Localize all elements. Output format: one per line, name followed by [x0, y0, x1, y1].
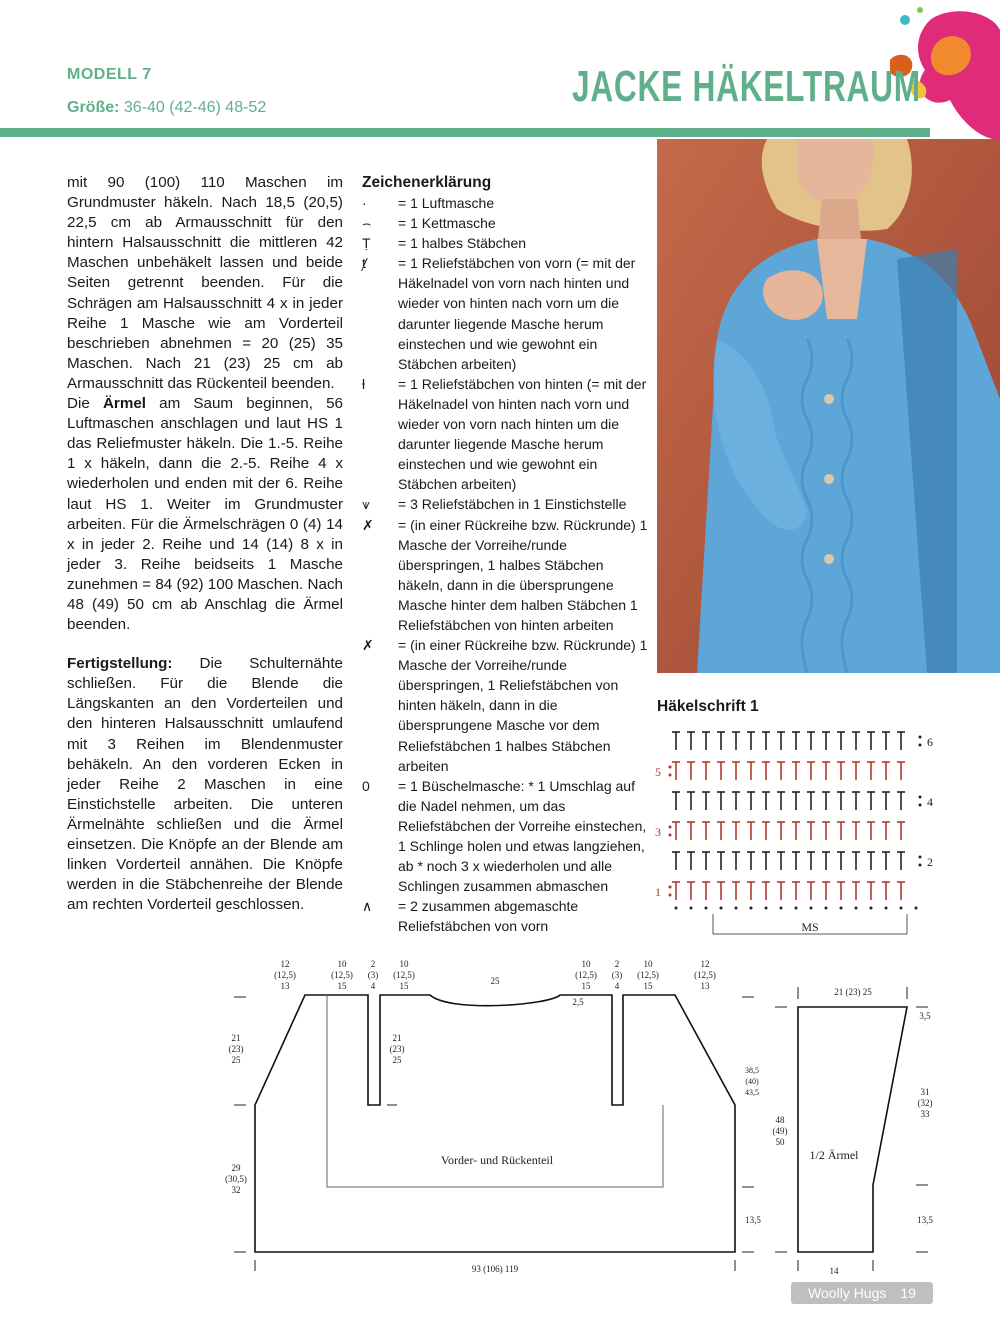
chart-dot [669, 834, 672, 837]
dim-label: 10 [337, 959, 347, 969]
dim-label: 15 [337, 981, 347, 991]
dim-label: (12,5) [331, 970, 353, 980]
dim-label: 21 (23) 25 [834, 987, 872, 997]
legend-item [362, 635, 652, 776]
chart-chain-dot [840, 907, 843, 910]
legend-text: = 1 Luftmasche [398, 195, 495, 211]
size-line [67, 99, 266, 117]
stitch-symbol-icon: · [362, 195, 367, 211]
model-number: MODELL 7 [67, 66, 152, 83]
chart-dot [919, 736, 922, 739]
dim-label: 15 [581, 981, 591, 991]
chart-dot [919, 864, 922, 867]
instructions-column [67, 173, 343, 915]
dim-label: (3) [367, 970, 379, 980]
chart-chain-dot [825, 907, 828, 910]
dim-label: (12,5) [274, 970, 296, 980]
chart-dot [669, 774, 672, 777]
dim-label: (12,5) [694, 970, 716, 980]
dim-label: 25 [231, 1055, 241, 1065]
chart-chain-dot [750, 907, 753, 910]
dim-label: (12,5) [393, 970, 415, 980]
legend-text: = 3 Reliefstäbchen in 1 Einstichstelle [398, 496, 627, 513]
dim-label: (23) [389, 1044, 405, 1054]
legend-item [362, 253, 652, 374]
legend-text: = (in einer Rückreihe bzw. Rückrunde) 1 Masche der Vorreihe/runde überspringen, 1 halbes Stäbchen häkeln, dann in die übersprungene Masche hinter dem halben Stäbchen 1 Reliefstäbchen von hinten arbeiten [398, 516, 648, 633]
size-value: 36-40 (42-46) 48-52 [123, 99, 267, 116]
brand-name: Woolly Hugs [808, 1285, 887, 1301]
dim-label: 2 [370, 959, 376, 969]
paragraph-sleeves [67, 394, 343, 635]
stitch-symbol-icon: Ṭ [362, 235, 371, 252]
dim-label: (3) [611, 970, 623, 980]
dim-label: 32 [231, 1185, 241, 1195]
dim-label: 13 [280, 981, 290, 991]
dim-label: 15 [643, 981, 653, 991]
chart-chain-dot [855, 907, 858, 910]
dim-label: (23) [228, 1044, 244, 1054]
symbol-legend [362, 173, 652, 936]
dim-label: 13,5 [745, 1215, 761, 1225]
sleeves-pre: Die [67, 395, 90, 413]
page-title: JACKE HÄKELTRAUM [572, 62, 921, 111]
dim-label: 93 (106) 119 [471, 1264, 519, 1274]
dim-label: 50 [775, 1137, 785, 1147]
chart-dot [919, 796, 922, 799]
dim-label: 29 [231, 1163, 241, 1173]
chart-chain-dot [720, 907, 723, 910]
dim-label: 15 [399, 981, 409, 991]
dim-label: 48 [775, 1115, 785, 1125]
stitch-symbol-icon: ⩛ [362, 496, 370, 513]
dim-label: (12,5) [637, 970, 659, 980]
chart-chain-dot [675, 907, 678, 910]
legend-item [362, 213, 652, 233]
chart-chain-dot [885, 907, 888, 910]
legend-item [362, 374, 652, 495]
stitch-symbol-icon: ⌢ [362, 215, 372, 232]
legend-text: = 1 Kettmasche [398, 215, 496, 232]
chart-chain-dot [705, 907, 708, 910]
legend-text: = 1 Reliefstäbchen von vorn (= mit der Häkelnadel von vorn nach hinten und wieder von hinten nach vorn um die darunter liegende Masche herum einstechen und wie gewohnt ein Stäbchen arbeiten) [398, 255, 636, 372]
legend-item [362, 776, 652, 897]
stitch-symbol-icon: ⱦ [362, 255, 366, 272]
header-rule [0, 128, 930, 137]
row-number: 6 [927, 735, 933, 749]
paragraph-back: mit 90 (100) 110 Maschen im Grundmuster häkeln. Nach 18,5 (20,5) 22,5 cm ab Armausschnitt für den hintern Halsausschnitt die mittleren 42 Maschen unbehäkelt lassen und beide Seiten getrennt beenden. Für die Schrägen am Halsausschnitt 4 x in jeder Reihe 1 Masche wie am Vorderteil beschrieben abnehmen = 20 (25) 35 Maschen. Nach 21 (23) 25 cm ab Armausschnitt das Rückenteil beenden. [67, 174, 343, 392]
sleeves-heading: Ärmel [102, 395, 147, 413]
dim-label: (32) [917, 1098, 933, 1108]
dim-label: 2 [614, 959, 620, 969]
dim-label: 3,5 [919, 1011, 931, 1021]
legend-item [362, 896, 652, 936]
chart-chain-dot [915, 907, 918, 910]
chart-chain-dot [900, 907, 903, 910]
dim-label: 21 [392, 1033, 402, 1043]
finishing-heading: Fertigstellung: [67, 655, 173, 673]
dim-label: 21 [231, 1033, 241, 1043]
chart-dot [669, 766, 672, 769]
stitch-symbol-icon: 0 [362, 777, 370, 794]
dim-label: 12 [280, 959, 290, 969]
dim-label: (12,5) [575, 970, 597, 980]
legend-text: = 1 Büschelmasche: * 1 Umschlag auf die Nadel nehmen, um das Reliefstäbchen der Vorreihe einstechen, 1 Schlinge holen und etwas langziehen, ab * noch 3 x wiederholen und alle Schlingen zusammen abmaschen [398, 777, 647, 895]
row-number: 5 [655, 765, 661, 779]
dim-label: 43,5 [745, 1088, 759, 1097]
dim-label: 2,5 [572, 997, 584, 1007]
dim-label: (49) [772, 1126, 788, 1136]
row-number: 1 [655, 885, 661, 899]
chart-dot [919, 804, 922, 807]
chart-chain-dot [870, 907, 873, 910]
legend-text: = 1 halbes Stäbchen [398, 235, 527, 252]
dim-label: 14 [829, 1266, 839, 1276]
finishing-text: Die Schulternähte schließen. Für die Blende die Längskanten an den Vorderteilen und den hinteren Halsausschnitt umlaufend mit 3 Reihen im Blendenmuster behäkeln. An den vorderen Ecken in jeder Reihe 2 Maschen in eine Einstichstelle arbeiten. Die unteren Ärmelnähte schließen und die Ärmel einsetzen. Die Knöpfe an der Blende am linken Vorderteil annähen. Die Knöpfe werden in die Stäbchenreihe der Blende am rechten Vorderteil geschlossen. [67, 655, 343, 914]
chart-chain-dot [810, 907, 813, 910]
stitch-symbol-icon: ✗ [362, 516, 374, 533]
model-photo [657, 139, 1000, 673]
dim-label: 25 [392, 1055, 402, 1065]
chart-dot [669, 826, 672, 829]
garment-schematic [220, 955, 940, 1285]
page-number: 19 [900, 1285, 916, 1301]
stitch-symbol-icon: ƚ [362, 375, 366, 392]
legend-item [362, 515, 652, 636]
row-number: 4 [927, 795, 933, 809]
dim-label: 33 [920, 1109, 930, 1119]
chart-chain-dot [765, 907, 768, 910]
chart-dot [669, 886, 672, 889]
chart-dot [669, 894, 672, 897]
dim-label: 10 [643, 959, 653, 969]
chart-chain-dot [735, 907, 738, 910]
legend-item [362, 494, 652, 514]
legend-item [362, 233, 652, 253]
legend-text: = 2 zusammen abgemaschte Reliefstäbchen von vorn [398, 898, 579, 935]
dim-label: 10 [581, 959, 591, 969]
row-number: 3 [655, 825, 661, 839]
dim-label: 25 [490, 976, 500, 986]
chart-chain-dot [690, 907, 693, 910]
dim-label: 38,5 [745, 1066, 759, 1075]
page-footer [791, 1282, 933, 1304]
sleeve-piece-label: 1/2 Ärmel [809, 1148, 859, 1162]
size-label: Größe: [67, 99, 120, 116]
chart-dot [919, 856, 922, 859]
paragraph-finishing [67, 654, 343, 915]
dim-label: 13,5 [917, 1215, 933, 1225]
chart-chain-dot [780, 907, 783, 910]
legend-title: Zeichenerklärung [362, 174, 492, 191]
dim-label: 12 [700, 959, 710, 969]
stitch-symbol-icon: ✗ [362, 637, 374, 654]
dim-label: 13 [700, 981, 710, 991]
sleeves-text: am Saum beginnen, 56 Luftmaschen anschlagen und laut HS 1 das Reliefmuster häkeln. Die 1.-5. Reihe 1 x häkeln, dann die 2.-5. Reihe 4 x wiederholen und enden mit der 6. Reihe laut HS 1. Weiter im Grundmuster arbeiten. Für die Ärmelschrägen 0 (4) 14 x in jeder 2. Reihe und 14 (14) 8 x in jeder 3. Reihe beidseits 1 Masche zunehmen = 84 (92) 100 Maschen. Nach 48 (49) 50 cm ab Anschlag die Ärmel beenden. [67, 395, 343, 634]
dim-label: 4 [614, 981, 620, 991]
dim-label: 31 [920, 1087, 930, 1097]
legend-text: = 1 Reliefstäbchen von hinten (= mit der Häkelnadel von hinten nach vorn und wieder von vorn nach hinten um die darunter liegende Masche herum einstechen und wie gewohnt ein Stäbchen arbeiten) [398, 375, 647, 493]
body-piece-label: Vorder- und Rückenteil [440, 1153, 554, 1167]
stitch-symbol-icon: ∧ [362, 898, 373, 915]
dim-label: (40) [745, 1077, 759, 1086]
dim-label: 10 [399, 959, 409, 969]
legend-item [362, 193, 652, 213]
chart-title: Häkelschrift 1 [657, 698, 759, 715]
chart-chain-dot [795, 907, 798, 910]
legend-text: = (in einer Rückreihe bzw. Rückrunde) 1 Masche der Vorreihe/runde überspringen, 1 Reliefstäbchen von hinten häkeln, dann in die übersprungene Masche vor dem Reliefstäbchen 1 halbes Stäbchen arbeiten [398, 637, 648, 774]
repeat-label: MS [801, 920, 819, 934]
row-number: 2 [927, 855, 933, 869]
dim-label: (30,5) [225, 1174, 247, 1184]
crochet-chart [650, 722, 950, 942]
dim-label: 4 [370, 981, 376, 991]
chart-dot [919, 744, 922, 747]
